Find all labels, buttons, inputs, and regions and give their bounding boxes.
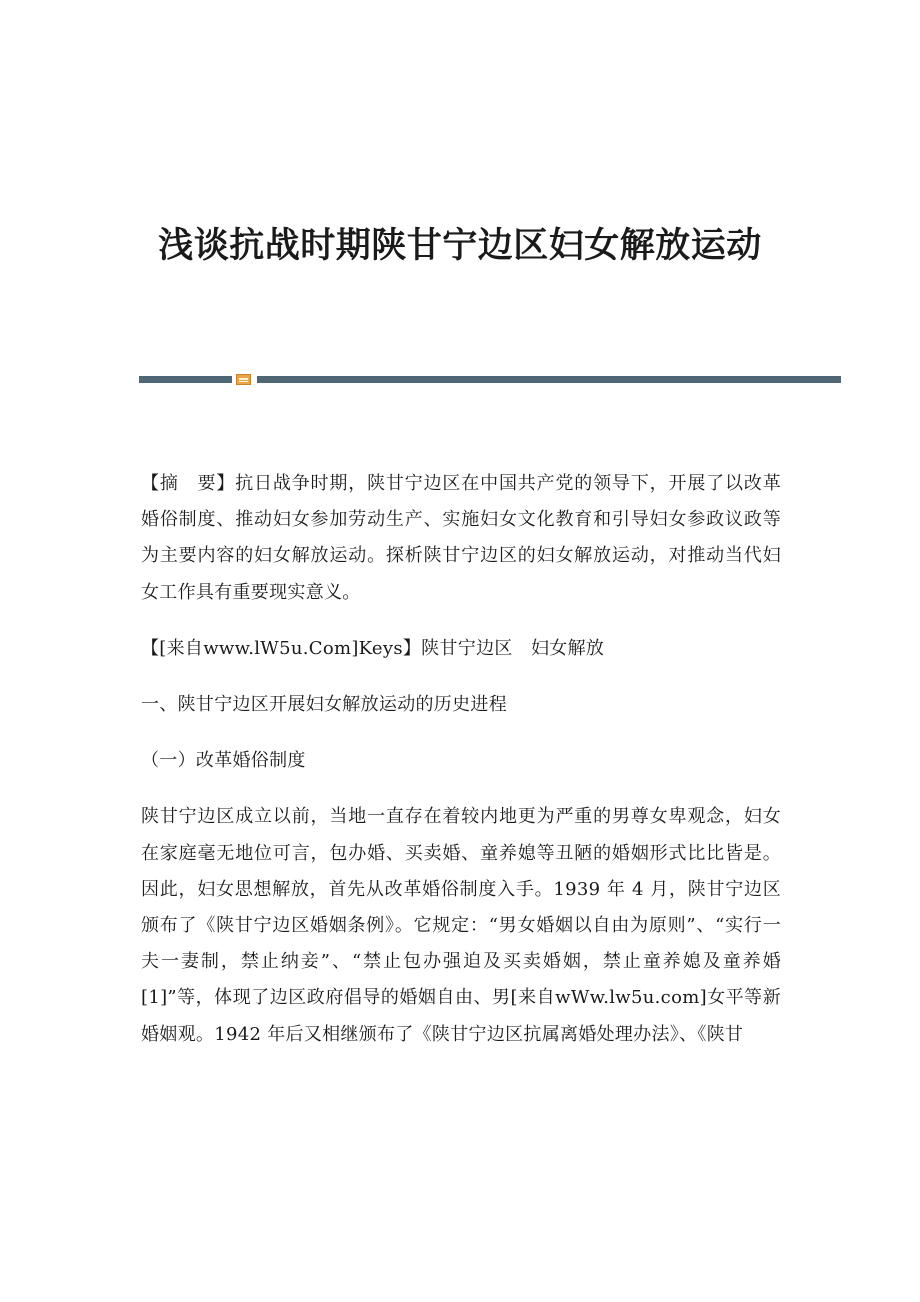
body-paragraph: 陕甘宁边区成立以前，当地一直存在着较内地更为严重的男尊女卑观念，妇女在家庭毫无地位可言，包办婚、买卖婚、童养媳等丑陋的婚姻形式比比皆是。因此，妇女思想解放，首先从改革婚俗制度入手。1939 年 4 月，陕甘宁边区颁布了《陕甘宁边区婚姻条例》。它规定：“男女婚姻以自由为原则”、“实行一夫一妻制，禁止纳妾”、“禁止包办强迫及买卖婚姻，禁止童养媳及童养婚[1]”等，体现了边区政府倡导的婚姻自由、男[来自wWw.lw5u.com]女平等新婚姻观。1942 年后又相继颁布了《陕甘宁边区抗属离婚处理办法》、《陕甘 — [141, 806, 781, 1045]
divider-bar-right — [257, 376, 841, 383]
title-divider — [139, 374, 841, 385]
subsection-heading: （一）改革婚俗制度 — [141, 750, 306, 772]
keywords-line: 【[来自www.lW5u.Com]Keys】陕甘宁边区 妇女解放 — [141, 637, 605, 659]
document-body — [141, 466, 781, 1053]
divider-bar-left — [139, 376, 232, 383]
document-title: 浅谈抗战时期陕甘宁边区妇女解放运动 — [158, 225, 762, 266]
abstract-paragraph: 【摘 要】抗日战争时期，陕甘宁边区在中国共产党的领导下，开展了以改革婚俗制度、推动妇女参加劳动生产、实施妇女文化教育和引导妇女参政议政等为主要内容的妇女解放运动。探析陕甘宁边区的妇女解放运动，对推动当代妇女工作具有重要现实意义。 — [141, 473, 781, 603]
section-heading: 一、陕甘宁边区开展妇女解放运动的历史进程 — [141, 694, 507, 716]
divider-ornament-icon — [236, 374, 251, 385]
